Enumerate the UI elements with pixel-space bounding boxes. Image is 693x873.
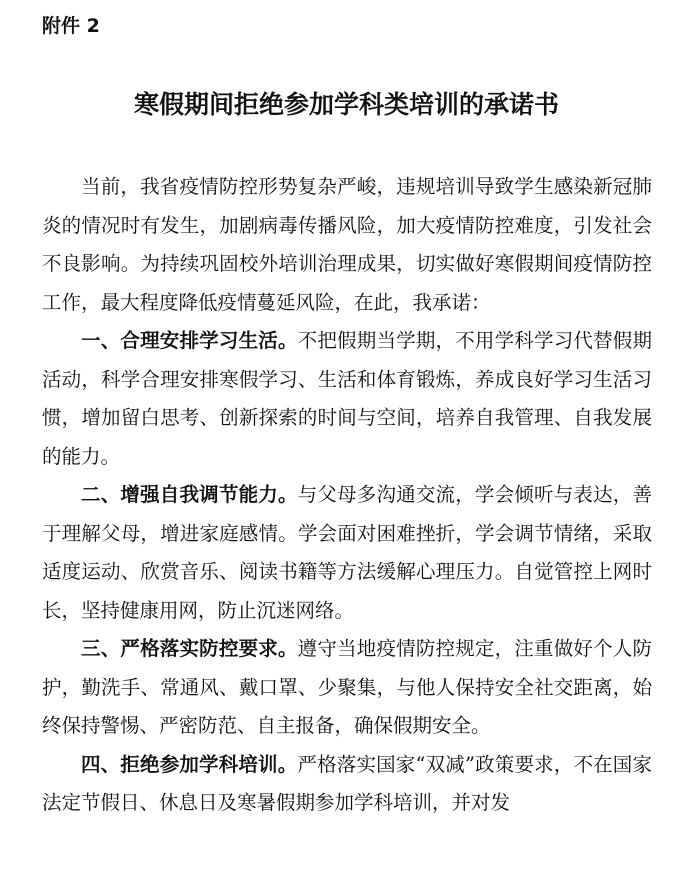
item-text-1: 不把假期当学期，不用学科学习代替假期活动，科学合理安排寒假学习、生活和体育锻炼，养成良好学习生活习惯，增加留白思考、创新探索的时间与空间，培养自我管理、自我发展的能力。 (42, 329, 652, 468)
item-lead-2: 二、增强自我调节能力。 (81, 483, 298, 506)
item-text-2: 与父母多沟通交流，学会倾听与表达，善于理解父母，增进家庭感情。学会面对困难挫折，学会调节情绪，采取适度运动、欣赏音乐、阅读书籍等方法缓解心理压力。自觉管控上网时长，坚持健康用网，防止沉迷网络。 (42, 483, 652, 622)
item-paragraph-2 (42, 476, 652, 630)
attachment-label: 附件 2 (42, 15, 100, 37)
intro-paragraph: 当前，我省疫情防控形势复杂严峻，违规培训导致学生感染新冠肺炎的情况时有发生，加剧病毒传播风险，加大疫情防控难度，引发社会不良影响。为持续巩固校外培训治理成果，切实做好寒假期间疫情防控工作，最大程度降低疫情蔓延风险，在此，我承诺： (42, 175, 652, 314)
item-lead-3: 三、严格落实防控要求。 (81, 637, 298, 660)
item-paragraph-4 (42, 746, 652, 823)
item-paragraph-3 (42, 630, 652, 746)
document-body (42, 168, 652, 823)
document-title: 寒假期间拒绝参加学科类培训的承诺书 (133, 90, 559, 119)
item-text-4: 严格落实国家“双减”政策要求，不在国家法定节假日、休息日及寒暑假期参加学科培训，并对发 (42, 752, 652, 814)
item-text-3: 遵守当地疫情防控规定，注重做好个人防护，勤洗手、常通风、戴口罩、少聚集，与他人保持安全社交距离，始终保持警惕、严密防范、自主报备，确保假期安全。 (42, 637, 652, 737)
item-paragraph-1 (42, 322, 652, 476)
item-lead-4: 四、拒绝参加学科培训。 (81, 752, 298, 776)
item-lead-1: 一、合理安排学习生活。 (81, 329, 298, 352)
